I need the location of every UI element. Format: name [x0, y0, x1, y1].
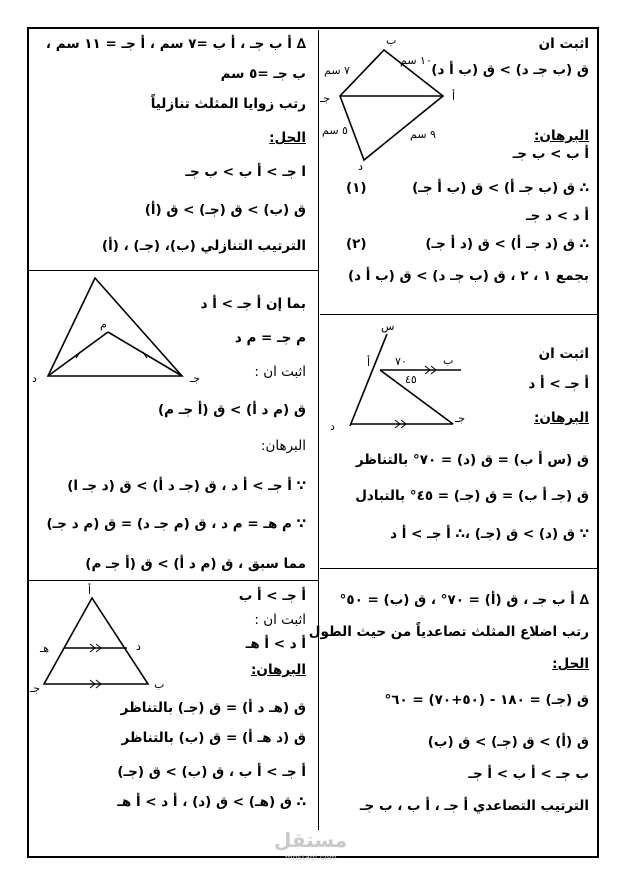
l2-figure — [30, 272, 205, 387]
r2-label-a: أ — [367, 356, 371, 369]
r1-side-jd: ٥ سم — [322, 124, 348, 137]
r2-label-b: ب — [443, 354, 454, 367]
r1-line-2: ∴ ق (ب جـ أ) > ق (ب أ جـ) — [412, 180, 589, 196]
l2-label-j: جـ — [190, 372, 201, 385]
l2-label-m: م — [100, 318, 107, 331]
l3-label-a: أ — [88, 584, 92, 597]
r1-label-j: جـ — [320, 92, 331, 105]
r1-proof-title: البرهان: — [534, 128, 589, 144]
l3-proof-title: البرهان: — [251, 662, 306, 678]
r2-label-d: د — [330, 420, 335, 433]
r2-claim: أ جـ > أ د — [528, 376, 589, 392]
l2-claim: ق (م د أ) > ق (أ جـ م) — [157, 402, 306, 418]
l3-claim: أ د > أ هـ — [245, 636, 306, 652]
column-divider — [318, 30, 319, 830]
r3-given: ∆ أ ب جـ ، ق (أ) = ٧٠° ، ق (ب) = ٥٠° — [339, 592, 589, 608]
l2-line-2: ∵ م هـ = م د ، ق (م جـ د) = ق (م د جـ) — [46, 516, 306, 532]
l2-label-d: د — [32, 372, 37, 385]
l3-line-4: ∴ ق (هـ) > ق (د) ، أ د > أ هـ — [117, 794, 306, 810]
r1-line-4-num: (٢) — [346, 236, 367, 252]
left-divider-2 — [29, 580, 318, 581]
r3-line-2: ق (أ) > ق (جـ) > ق (ب) — [427, 734, 589, 750]
r2-proof-title: البرهان: — [534, 410, 589, 426]
left-divider-1 — [29, 270, 318, 271]
l1-task: رتب زوايا المثلث تنازلياً — [150, 96, 306, 112]
r1-label-d: د — [358, 160, 363, 173]
right-divider-2 — [320, 568, 598, 569]
r1-side-ad: ٩ سم — [410, 128, 436, 141]
r1-label-b: ب — [386, 34, 397, 47]
l3-prove-title: اثبت ان : — [254, 612, 306, 628]
l1-line-1: ا جـ > أ ب > ب جـ — [185, 164, 306, 180]
r3-line-1: ق (جـ) = ١٨٠ - (٥٠+٧٠) = ٦٠° — [384, 692, 589, 708]
watermark-logo: مستقل — [274, 828, 348, 852]
l3-label-j: جـ — [30, 682, 41, 695]
l2-given-2: م جـ = م د — [234, 330, 306, 346]
r3-task: رتب اضلاع المثلث تصاعدياً من حيث الطول — [308, 624, 589, 640]
r1-label-a: أ — [452, 90, 456, 103]
l2-proof-title: البرهان: — [260, 438, 306, 454]
r2-angle-70: ٧٠ — [395, 355, 407, 368]
l3-label-d: د — [136, 640, 141, 653]
l3-line-2: ق (د هـ أ) = ق (ب) بالتناظر — [121, 730, 306, 746]
r2-label-j: جـ — [455, 412, 466, 425]
r2-line-2: ق (جـ أ ب) = ق (جـ) = ٤٥° بالتبادل — [355, 488, 589, 504]
r1-line-5: بجمع ١ ، ٢ ، ق (ب جـ د) > ق (ب أ د) — [347, 268, 589, 284]
r2-prove-title: اثبت ان — [538, 346, 589, 362]
r1-line-4: ∴ ق (د جـ أ) > ق (د أ جـ) — [425, 236, 589, 252]
l3-line-1: ق (هـ د أ) = ق (جـ) بالتناظر — [120, 700, 306, 716]
watermark-domain: mostaql.com — [285, 853, 337, 862]
r2-angle-45: ٤٥ — [405, 373, 417, 386]
l3-figure — [30, 584, 190, 694]
l1-line-3: الترتيب التنازلي (ب)، (جـ) ، (أ) — [101, 238, 306, 254]
r2-line-1: ق (س أ ب) = ق (د) = ٧٠° بالتناظر — [355, 452, 589, 468]
r3-line-3: ب جـ > أ ب > أ جـ — [468, 766, 589, 782]
l3-given: أ جـ > أ ب — [238, 588, 306, 604]
r1-line-1: أ ب > ب جـ — [512, 146, 589, 162]
r2-line-3: ∵ ق (د) > ق (جـ) ،∴ أ جـ > أ د — [390, 526, 589, 542]
r1-side-ab: ١٠ سم — [400, 54, 432, 67]
l1-solution-title: الحل: — [269, 130, 306, 146]
l1-given-2: ب جـ =٥ سم — [220, 66, 306, 82]
r3-solution-title: الحل: — [552, 656, 589, 672]
l3-label-h: هـ — [40, 642, 50, 655]
l1-given-1: ∆ أ ب جـ ، أ ب =٧ سم ، أ جـ = ١١ سم ، — [45, 36, 306, 52]
r1-figure — [320, 30, 470, 175]
r1-line-2-num: (١) — [346, 180, 367, 196]
r1-prove-title: اثبت ان — [538, 36, 589, 52]
l2-prove-title: اثبت ان : — [254, 364, 306, 380]
r3-line-4: الترتيب التصاعدي أ جـ ، أ ب ، ب جـ — [359, 798, 589, 814]
l1-line-2: ق (ب) > ق (جـ) > ق (أ) — [144, 202, 306, 218]
r1-line-3: أ د > د جـ — [526, 208, 589, 224]
l3-line-3: أ جـ > أ ب ، ق (ب) > ق (جـ) — [117, 764, 306, 780]
l3-label-b: ب — [154, 678, 165, 691]
r1-claim: ق (ب جـ د) > ق (ب أ د) — [431, 62, 589, 78]
r2-label-s: س — [381, 320, 395, 333]
l2-line-1: ∵ أ جـ > أ د ، ق (جـ د أ) > ق (د جـ ا) — [67, 478, 306, 494]
r1-side-bj: ٧ سم — [324, 64, 350, 77]
l2-given-1: بما إن أ جـ > أ د — [200, 296, 306, 312]
right-divider-1 — [320, 314, 598, 315]
l2-line-3: مما سبق ، ق (م د أ) > ق (أ جـ م) — [85, 556, 306, 572]
r2-figure — [325, 318, 475, 438]
